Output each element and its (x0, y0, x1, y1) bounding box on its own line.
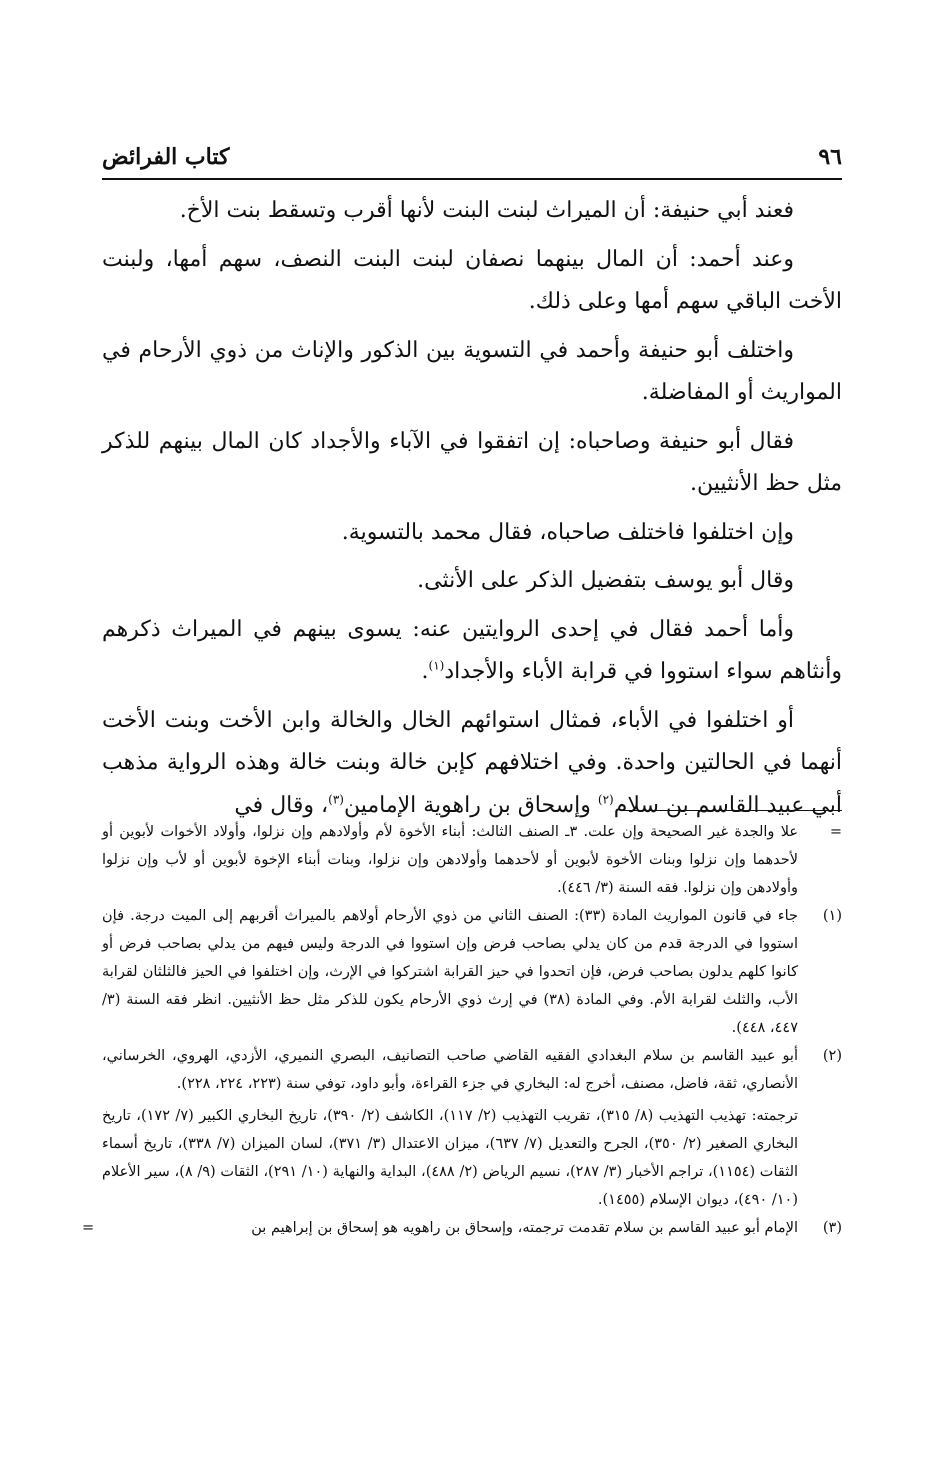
page-header (102, 144, 842, 180)
paragraph: وقال أبو يوسف بتفضيل الذكر على الأنثى. (417, 568, 794, 593)
footnote-3 (82, 1214, 842, 1242)
main-text (102, 190, 842, 833)
footnote-ref-3: (٣) (328, 792, 344, 807)
book-title: كتاب الفرائض (102, 144, 230, 170)
footnote-2 (102, 1042, 842, 1214)
footnote-text: أبو عبيد القاسم بن سلام البغدادي الفقيه القاضي صاحب التصانيف، البصري النميري، الأزدي، الهروي، الخرساني، الأنصاري، ثقة، فاضل، مصنف، أخرج له: البخاري في جزء القراءة، وأبو داود، توفي سنة (٢٢٣، ٢٢٤، ٢٢٨). (102, 1048, 798, 1092)
footnotes (82, 818, 842, 1242)
paragraph: فعند أبي حنيفة: أن الميراث لبنت البنت لأنها أقرب وتسقط بنت الأخ. (179, 198, 794, 223)
paragraph: أو اختلفوا في الأباء، فمثال استوائهم الخال والخالة وابن الأخت وبنت الأخت أنهما في الحالتين واحدة. وفي اختلافهم كإبن خالة وبنت خالة وهذه الرواية مذهب أبي عبيد القاسم بن سلام$^{(٢)}$ وإسحاق بن راهوية الإمامين$^{(٣)}$، وقال في (102, 707, 842, 818)
footnote-marker: (٣) (822, 1220, 842, 1236)
paragraph: فقال أبو حنيفة وصاحباه: إن اتفقوا في الآباء والأجداد كان المال بينهم للذكر مثل حظ الأنثيين. (102, 428, 842, 496)
paragraph: واختلف أبو حنيفة وأحمد في التسوية بين الذكور والإناث من ذوي الأرحام في المواريث أو المفاضلة. (102, 337, 842, 405)
footnote-marker: (١) (822, 908, 842, 924)
footnote-ref-1: (١) (428, 658, 445, 673)
paragraph: وأما أحمد فقال في إحدى الروايتين عنه: يسوى بينهم في الميراث ذكرهم وأنثاهم سواء استووا في قرابة الأباء والأجداد$^{(١)}$. (102, 616, 842, 684)
footnote-text: جاء في قانون المواريث المادة (٣٣): الصنف الثاني من ذوي الأرحام أولاهم بالميراث أقربهم إلى الميت درجة. فإن استووا في الدرجة قدم من كان يدلي بصاحب فرض وإن استووا في الدرجة وليس فيهم من يدلي بصاحب فرض أو كانوا كلهم يدلون بصاحب فرض، فإن اتحدوا في حيز القرابة اشتركوا في الإرث، وإن اختلفوا في الحيز فالثلثان لقرابة الأب، والثلث لقرابة الأم. وفي المادة (٣٨) في إرث ذوي الأرحام يكون للذكر مثل حظ الأنثيين. انظر فقه السنة (٣/ ٤٤٧، ٤٤٨). (102, 908, 798, 1036)
footnote-text: علا والجدة غير الصحيحة وإن علت. ٣ـ الصنف الثالث: أبناء الأخوة لأم وأولادهم وإن نزلوا، وأولاد الأخوات لأبوين أو لأحدهما وإن نزلوا وبنات الأخوة لأبوين أو لأحدهما وأولادهن وإن نزلوا، وبنات أبناء الإخوة لأبوين أو لأب وإن نزلوا وأولادهن وإن نزلوا. فقه السنة (٣/ ٤٤٦). (102, 824, 799, 896)
continuation-marker: = (829, 824, 842, 840)
footnote-ref-2: (٢) (597, 792, 614, 807)
footnote-continuation (102, 818, 842, 902)
footnote-divider (620, 810, 842, 811)
footnote-1 (102, 902, 842, 1042)
paragraph: وعند أحمد: أن المال بينهما نصفان لبنت البنت النصف، سهم أمها، ولبنت الأخت الباقي سهم أمها وعلى ذلك. (102, 246, 842, 314)
continues-marker: = (82, 1220, 95, 1236)
page-number: ٩٦ (818, 144, 842, 170)
footnote-sources: ترجمته: تهذيب التهذيب (٨/ ٣١٥)، تقريب التهذيب (٢/ ١١٧)، الكاشف (٢/ ٣٩٠)، تاريخ البخاري الكبير (٧/ ١٧٢)، تاريخ البخاري الصغير (٢/ ٣٥٠)، الجرح والتعديل (٧/ ٦٣٧)، ميزان الاعتدال (٣/ ٣٧١)، لسان الميزان (٧/ ٣٣٨)، تاريخ أسماء الثقات (١١٥٤)، تراجم الأخبار (٣/ ٢٨٧)، نسيم الرياض (٢/ ٤٨٨)، البداية والنهاية (١٠/ ٢٩١)، الثقات (٩/ ٨)، سير الأعلام (١٠/ ٤٩٠)، ديوان الإسلام (١٤٥٥). (102, 1108, 799, 1208)
footnote-text: الإمام أبو عبيد القاسم بن سلام تقدمت ترجمته، وإسحاق بن راهويه هو إسحاق بن إبراهيم بن (251, 1220, 798, 1236)
footnote-marker: (٢) (822, 1048, 842, 1064)
paragraph: وإن اختلفوا فاختلف صاحباه، فقال محمد بالتسوية. (341, 519, 794, 545)
